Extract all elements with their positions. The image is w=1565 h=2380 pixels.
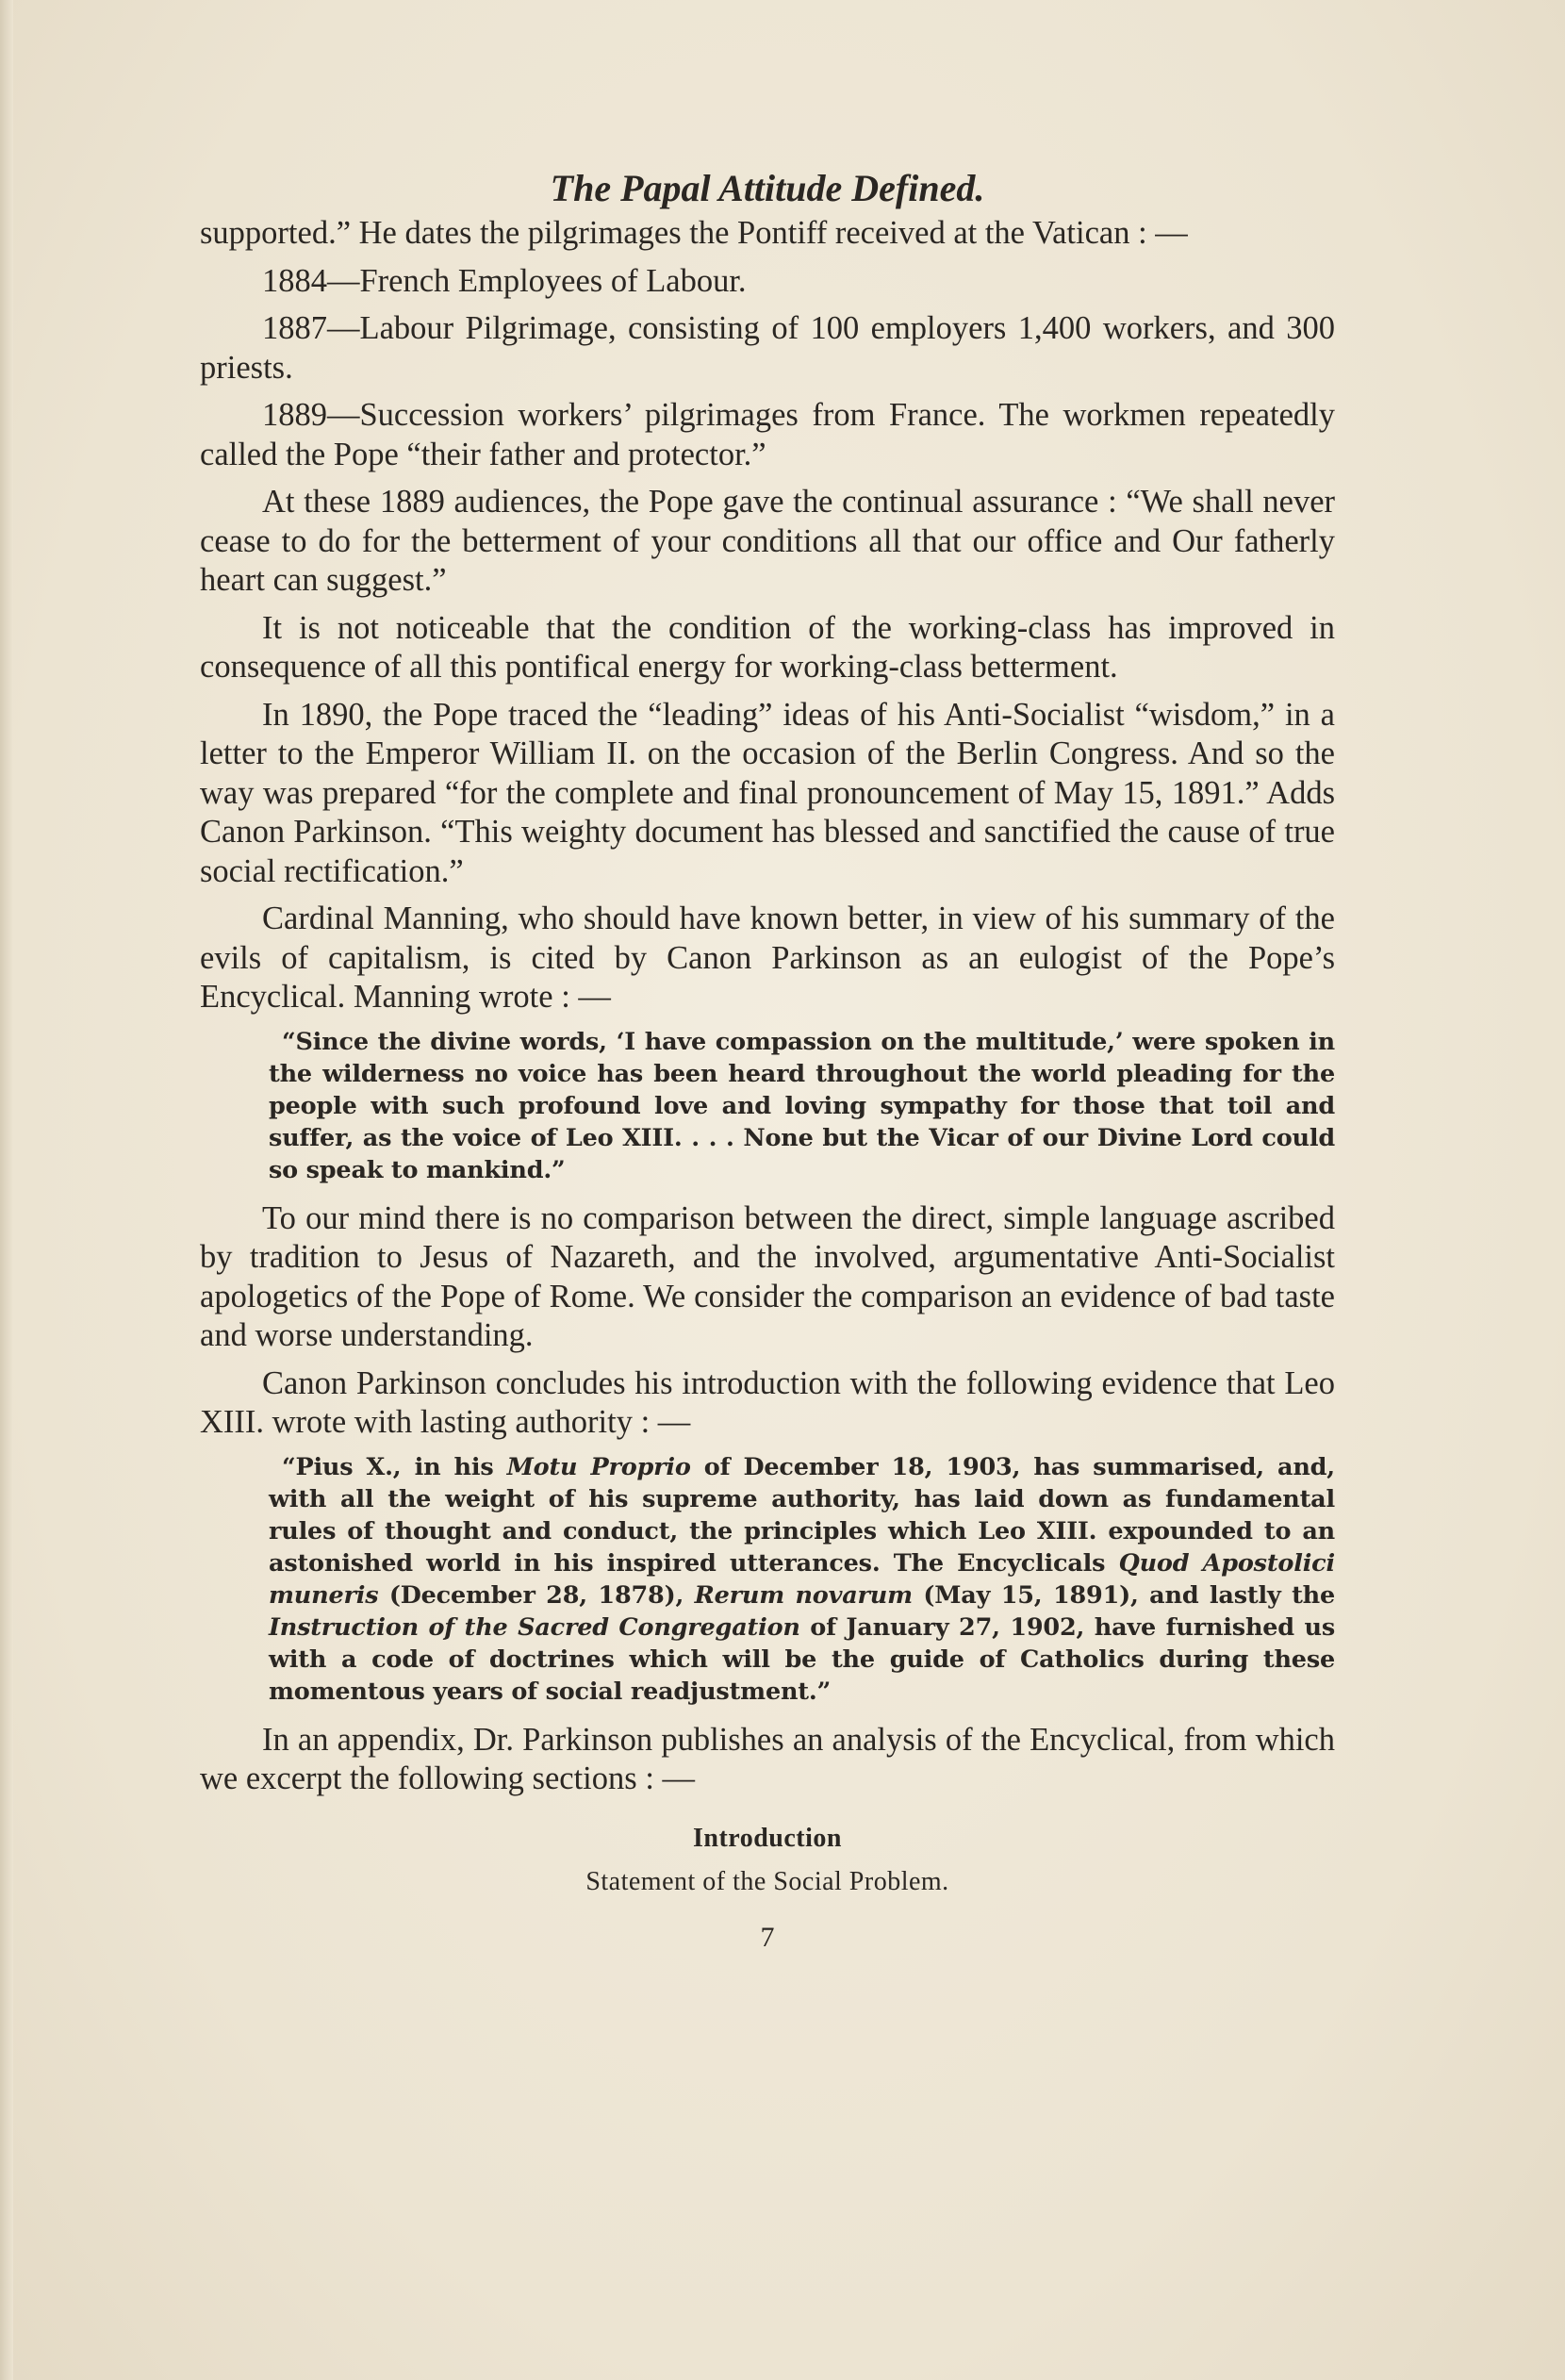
paragraph-8: Cardinal Manning, who should have known better, in view of his summary of the evils of capitalism, is cited by Canon Parkinson as an eulogist of the Pope’s Encyclical. Manning wrote : —: [200, 901, 1335, 1015]
paragraph-1: supported.” He dates the pilgrimages the Pontiff received at the Vatican : —: [200, 215, 1188, 251]
paragraph-6: It is not noticeable that the condition of the working-class has improved in consequence of all this pontifical energy for working-class betterment.: [200, 609, 1335, 685]
block-quote-pius: [269, 1451, 1335, 1708]
running-title: The Papal Attitude Defined.: [550, 167, 985, 209]
paragraph-7: In 1890, the Pope traced the “leading” ideas of his Anti-Socialist “wisdom,” in a letter to the Emperor William II. on the occasion of the Berlin Congress. And so the way was prepared “for the complete and final pronouncement of May 15, 1891.” Adds Canon Parkinson. “This weighty document has blessed and sanctified the cause of true social rectification.”: [200, 696, 1335, 889]
quote-text: “Pius X., in his: [282, 1452, 507, 1481]
quote-title-motu-proprio: Motu Proprio: [506, 1452, 691, 1481]
paragraph-10: Canon Parkinson concludes his introduction with the following evidence that Leo XIII. wrote with lasting authority : —: [200, 1364, 1335, 1440]
paragraph-9: To our mind there is no comparison between the direct, simple language ascribed by tradition to Jesus of Nazareth, and the involved, argumentative Anti-Socialist apologetics of the Pope of Rome. We consider the comparison an evidence of bad taste and worse understanding.: [200, 1199, 1335, 1353]
paragraph-2: 1884—French Employees of Labour.: [262, 262, 747, 299]
quote-text: of December 18, 1903, has summarised, and, with all the weight of his supreme authority, has laid down as fundamental rules of thought and conduct, the principles which Leo XIII. expounded to an astonished world in his inspired utterances. The Encyclicals: [269, 1452, 1335, 1578]
quote-text: of January 27, 1902, have furnished us with a code of doctrines which will be the guide of Catholics during these momentous years of social readjustment.”: [269, 1612, 1335, 1706]
paragraph-5: At these 1889 audiences, the Pope gave the continual assurance : “We shall never cease to do for the betterment of your conditions all that our office and Our fatherly heart can suggest.”: [200, 484, 1335, 598]
page-number: 7: [760, 1921, 775, 1953]
quote-title-rerum-novarum: Rerum novarum: [694, 1580, 913, 1610]
quote-text: (December 28, 1878),: [378, 1580, 695, 1610]
paragraph-11: In an appendix, Dr. Parkinson publishes an analysis of the Encyclical, from which we excerpt the following sections : —: [200, 1721, 1335, 1796]
section-heading: Introduction: [693, 1823, 842, 1853]
section-subheading: Statement of the Social Problem.: [585, 1866, 949, 1896]
quote-text: (May 15, 1891), and lastly the: [912, 1580, 1336, 1610]
text-column: [200, 165, 1335, 1954]
quote-title-instruction: Instruction of the Sacred Congregation: [269, 1612, 800, 1642]
book-gutter: [0, 0, 13, 2380]
quote-title-quod-apostolici: Quod Apostolici muneris: [269, 1548, 1335, 1610]
block-quote-manning: “Since the divine words, ‘I have compassion on the multitude,’ were spoken in the wilderness no voice has been heard throughout the world pleading for the people with such profound love and loving sympathy for those that toil and suffer, as the voice of Leo XIII. . . . None but the Vicar of our Divine Lord could so speak to mankind.”: [269, 1027, 1335, 1184]
paragraph-3: 1887—Labour Pilgrimage, consisting of 100 employers 1,400 workers, and 300 priests.: [200, 310, 1335, 386]
paragraph-4: 1889—Succession workers’ pilgrimages from France. The workmen repeatedly called the Pope “their father and protector.”: [200, 397, 1335, 472]
